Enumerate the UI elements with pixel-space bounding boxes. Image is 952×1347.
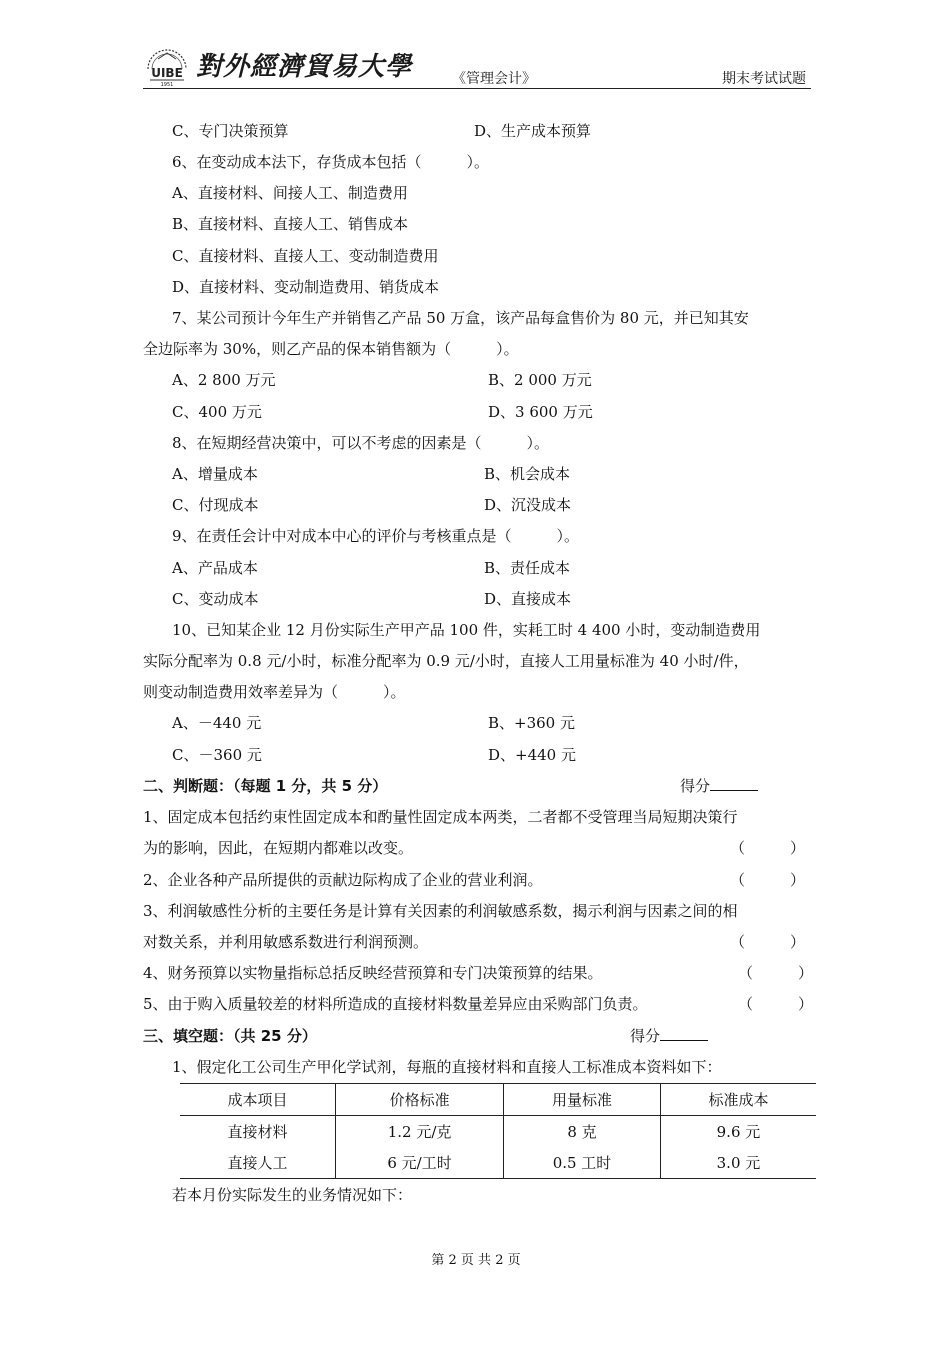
q7-option-c: C、400 万元 bbox=[172, 403, 262, 421]
tf-q3-line1: 3、利润敏感性分析的主要任务是计算有关因素的利润敏感系数，揭示利润与因素之间的相 bbox=[143, 902, 738, 920]
q10-stem-line1: 10、已知某企业 12 月份实际生产甲产品 100 件，实耗工时 4 400 小时，变动制造费用 bbox=[172, 621, 761, 639]
q6-option-b: B、直接材料、直接人工、销售成本 bbox=[172, 215, 409, 233]
tf-q3-line2: 对数关系，并利用敏感系数进行利润预测。 bbox=[143, 933, 429, 951]
q10-stem-line2: 实际分配率为 0.8 元/小时，标准分配率为 0.9 元/小时，直接人工用量标准为 40 小时/件， bbox=[143, 652, 749, 670]
table-cell: 8 克 bbox=[504, 1116, 661, 1148]
fill-q1-after-table: 若本月份实际发生的业务情况如下： bbox=[172, 1186, 413, 1204]
q9-option-a: A、产品成本 bbox=[172, 559, 258, 577]
tf-q1-line1: 1、固定成本包括约束性固定成本和酌量性固定成本两类，二者都不受管理当局短期决策行 bbox=[143, 808, 738, 826]
standard-cost-table bbox=[180, 1083, 816, 1179]
table-cell: 0.5 工时 bbox=[504, 1147, 661, 1179]
q9-option-d: D、直接成本 bbox=[484, 590, 572, 608]
svg-text:1951: 1951 bbox=[160, 82, 174, 87]
score-blank[interactable] bbox=[660, 1026, 708, 1041]
header-rule bbox=[143, 88, 811, 89]
score-label: 得分 bbox=[680, 777, 711, 795]
tf-q2-answer[interactable]: （ ） bbox=[730, 871, 806, 889]
section3-score bbox=[630, 1026, 708, 1046]
q10-option-b: B、+360 元 bbox=[488, 714, 575, 732]
q9-option-c: C、变动成本 bbox=[172, 590, 259, 608]
tf-q5-answer[interactable]: （ ） bbox=[738, 995, 814, 1013]
tf-q2: 2、企业各种产品所提供的贡献边际构成了企业的营业利润。 bbox=[143, 871, 543, 889]
section2-title: 二、判断题：（每题 1 分，共 5 分） bbox=[143, 777, 388, 795]
q7-stem-line1: 7、某公司预计今年生产并销售乙产品 50 万盒，该产品每盒售价为 80 元，并已知其安 bbox=[172, 309, 749, 327]
q8-option-c: C、付现成本 bbox=[172, 496, 259, 514]
table-header-row bbox=[180, 1084, 816, 1116]
q10-option-c: C、－360 元 bbox=[172, 746, 262, 764]
table-header-cell: 用量标准 bbox=[504, 1084, 661, 1116]
tf-q1-answer[interactable]: （ ） bbox=[730, 839, 806, 857]
page-number: 第 2 页 共 2 页 bbox=[431, 1253, 521, 1268]
uibe-emblem-icon bbox=[144, 47, 190, 87]
tf-q5: 5、由于购入质量较差的材料所造成的直接材料数量差异应由采购部门负责。 bbox=[143, 995, 648, 1013]
section2-score bbox=[680, 776, 758, 796]
q6-option-d: D、直接材料、变动制造费用、销货成本 bbox=[172, 278, 440, 296]
table-cell: 3.0 元 bbox=[660, 1147, 816, 1179]
table-cell: 6 元/工时 bbox=[336, 1147, 504, 1179]
table-row bbox=[180, 1147, 816, 1179]
table-row bbox=[180, 1116, 816, 1148]
q7-stem-line2: 全边际率为 30%，则乙产品的保本销售额为（ ）。 bbox=[143, 340, 519, 358]
q8-option-a: A、增量成本 bbox=[172, 465, 258, 483]
q9-stem: 9、在责任会计中对成本中心的评价与考核重点是（ ）。 bbox=[172, 527, 580, 545]
table-header-cell: 价格标准 bbox=[336, 1084, 504, 1116]
university-calligraphy-name: 對外經濟貿易大學 bbox=[196, 52, 413, 82]
q6-option-c: C、直接材料、直接人工、变动制造费用 bbox=[172, 247, 439, 265]
svg-text:UIBE: UIBE bbox=[151, 66, 183, 80]
q8-stem: 8、在短期经营决策中，可以不考虑的因素是（ ）。 bbox=[172, 434, 550, 452]
tf-q4-answer[interactable]: （ ） bbox=[738, 964, 814, 982]
q6-option-a: A、直接材料、间接人工、制造费用 bbox=[172, 184, 408, 202]
q10-option-a: A、－440 元 bbox=[172, 714, 262, 732]
score-blank[interactable] bbox=[710, 776, 758, 791]
exam-title: 期末考试试题 bbox=[722, 71, 806, 87]
tf-q1-line2: 为的影响，因此，在短期内都难以改变。 bbox=[143, 839, 414, 857]
q9-option-b: B、责任成本 bbox=[484, 559, 571, 577]
course-title: 《管理会计》 bbox=[452, 71, 536, 87]
q7-option-a: A、2 800 万元 bbox=[172, 371, 276, 389]
table-cell: 直接材料 bbox=[227, 1123, 288, 1141]
q5-option-c: C、专门决策预算 bbox=[172, 122, 289, 140]
q10-option-d: D、+440 元 bbox=[488, 746, 576, 764]
table-cell: 1.2 元/克 bbox=[336, 1116, 504, 1148]
q10-stem-line3: 则变动制造费用效率差异为（ ）。 bbox=[143, 683, 406, 701]
q8-option-d: D、沉没成本 bbox=[484, 496, 572, 514]
table-cell: 直接人工 bbox=[227, 1154, 288, 1172]
q6-stem: 6、在变动成本法下，存货成本包括（ ）。 bbox=[172, 153, 490, 171]
q7-option-b: B、2 000 万元 bbox=[488, 371, 592, 389]
tf-q3-answer[interactable]: （ ） bbox=[730, 933, 806, 951]
table-header-cell: 标准成本 bbox=[660, 1084, 816, 1116]
table-header-cell: 成本项目 bbox=[227, 1091, 288, 1109]
q7-option-d: D、3 600 万元 bbox=[488, 403, 593, 421]
section3-title: 三、填空题：（共 25 分） bbox=[143, 1027, 317, 1045]
university-logo bbox=[144, 47, 190, 91]
score-label: 得分 bbox=[630, 1027, 661, 1045]
q5-option-d: D、生产成本预算 bbox=[474, 122, 592, 140]
tf-q4: 4、财务预算以实物量指标总括反映经营预算和专门决策预算的结果。 bbox=[143, 964, 603, 982]
q8-option-b: B、机会成本 bbox=[484, 465, 571, 483]
table-cell: 9.6 元 bbox=[660, 1116, 816, 1148]
fill-q1-intro: 1、假定化工公司生产甲化学试剂，每瓶的直接材料和直接人工标准成本资料如下： bbox=[172, 1058, 722, 1076]
